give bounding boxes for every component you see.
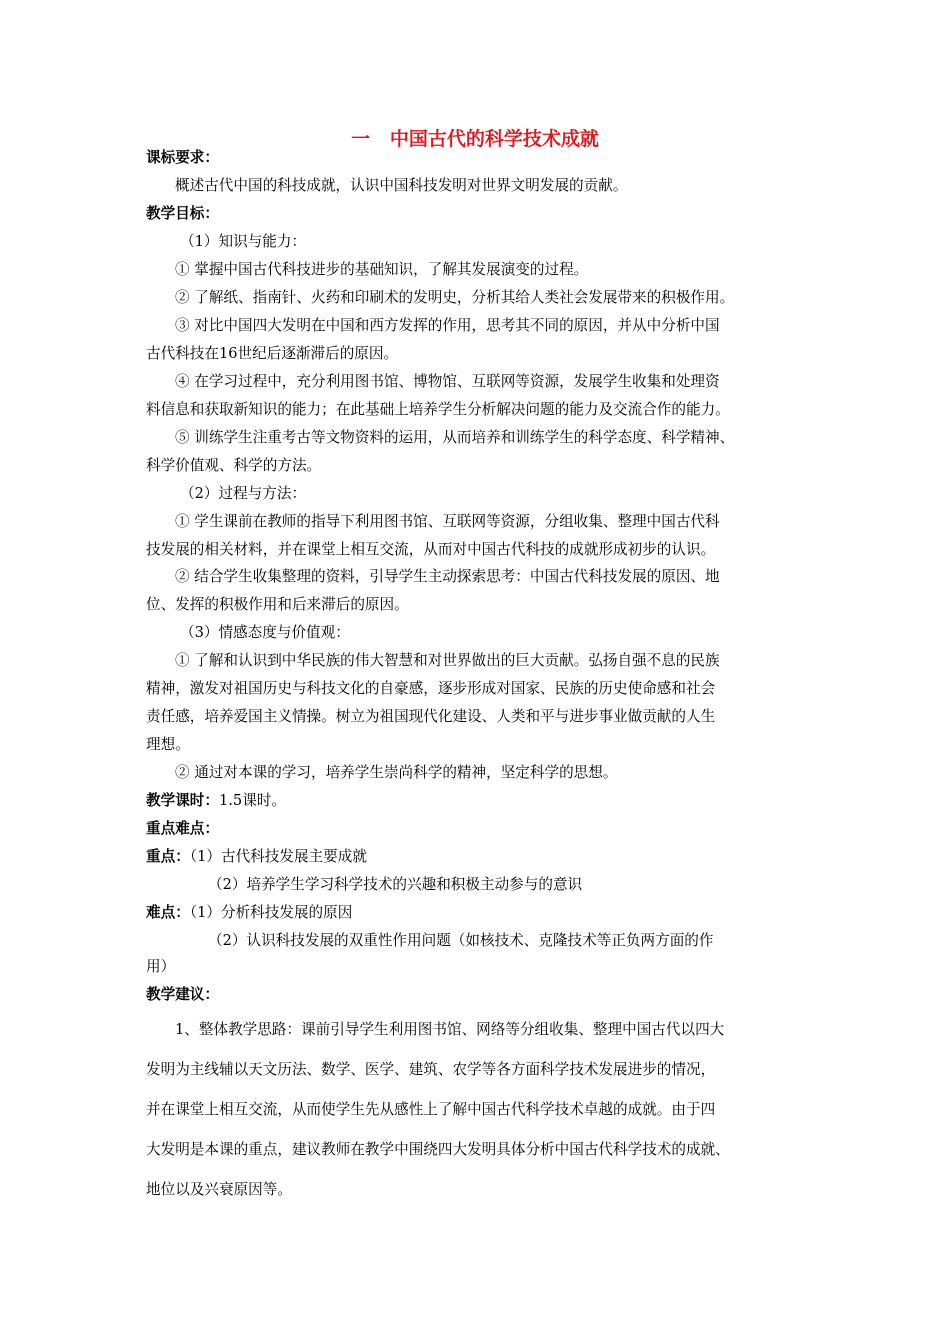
paragraph-line: 位、发挥的积极作用和后来滞后的原因。 xyxy=(146,596,409,613)
difficult-points-line xyxy=(146,903,352,923)
heading-difficult-points: 难点： xyxy=(146,904,190,921)
heading-key-points: 重点： xyxy=(146,848,190,865)
subheading-knowledge: （1）知识与能力： xyxy=(180,233,307,250)
heading-objectives: 教学目标： xyxy=(146,205,219,222)
paragraph-line: 发明为主线辅以天文历法、数学、医学、建筑、农学等各方面科学技术发展进步的情况， xyxy=(146,1061,716,1078)
paragraph-line: ② 结合学生收集整理的资料，引导学生主动探索思考：中国古代科技发展的原因、地 xyxy=(175,568,720,585)
paragraph-line: 理想。 xyxy=(146,736,190,753)
paragraph-line: 精神，激发对祖国历史与科技文化的自豪感，逐步形成对国家、民族的历史使命感和社会 xyxy=(146,680,716,697)
heading-key-difficult: 重点难点： xyxy=(146,820,219,837)
key-point-2: （2）培养学生学习科学技术的兴趣和积极主动参与的意识 xyxy=(208,876,583,893)
paragraph-line: 用） xyxy=(146,958,176,975)
paragraph-line: ① 掌握中国古代科技进步的基础知识，了解其发展演变的过程。 xyxy=(175,261,589,278)
paragraph-line: 技发展的相关材料，并在课堂上相互交流，从而对中国古代科技的成就形成初步的认识。 xyxy=(146,541,716,558)
key-point-1: （1）古代科技发展主要成就 xyxy=(189,848,367,865)
paragraph-line: ① 学生课前在教师的指导下利用图书馆、互联网等资源，分组收集、整理中国古代科 xyxy=(175,513,720,530)
paragraph-line: 科学价值观、科学的方法。 xyxy=(146,457,322,474)
paragraph-line: 责任感，培养爱国主义情操。树立为祖国现代化建设、人类和平与进步事业做贡献的人生 xyxy=(146,708,716,725)
paragraph-line: 大发明是本课的重点，建议教师在教学中围绕四大发明具体分析中国古代科学技术的成就、 xyxy=(146,1141,730,1158)
lesson-hours-line xyxy=(146,791,286,811)
paragraph-line: ④ 在学习过程中，充分利用图书馆、博物馆、互联网等资源，发展学生收集和处理资 xyxy=(175,373,720,390)
key-points-line xyxy=(146,847,367,867)
subheading-process: （2）过程与方法： xyxy=(180,485,307,502)
paragraph-line: 概述古代中国的科技成就，认识中国科技发明对世界文明发展的贡献。 xyxy=(175,177,628,194)
paragraph-line: ① 了解和认识到中华民族的伟大智慧和对世界做出的巨大贡献。弘扬自强不息的民族 xyxy=(175,652,720,669)
difficult-point-1: （1）分析科技发展的原因 xyxy=(189,904,353,921)
heading-suggestions: 教学建议： xyxy=(146,986,219,1003)
paragraph-line: 并在课堂上相互交流，从而使学生先从感性上了解中国古代科学技术卓越的成就。由于四 xyxy=(146,1101,716,1118)
paragraph-line: ② 通过对本课的学习，培养学生崇尚科学的精神，坚定科学的思想。 xyxy=(175,764,618,781)
heading-lesson-hours: 教学课时： xyxy=(146,792,219,809)
subheading-values: （3）情感态度与价值观： xyxy=(180,624,350,641)
paragraph-line: 1、整体教学思路：课前引导学生利用图书馆、网络等分组收集、整理中国古代以四大 xyxy=(175,1021,725,1038)
paragraph-line: 料信息和获取新知识的能力；在此基础上培养学生分析解决问题的能力及交流合作的能力。 xyxy=(146,401,730,418)
page-title: 一 中国古代的科学技术成就 xyxy=(351,128,599,150)
paragraph-line: 古代科技在16世纪后逐渐滞后的原因。 xyxy=(146,345,399,362)
paragraph-line: ③ 对比中国四大发明在中国和西方发挥的作用，思考其不同的原因，并从中分析中国 xyxy=(175,317,720,334)
paragraph-line: 地位以及兴衰原因等。 xyxy=(146,1181,292,1198)
difficult-point-2: （2）认识科技发展的双重性作用问题（如核技术、克隆技术等正负两方面的作 xyxy=(208,932,714,949)
lesson-hours-value: 1.5课时。 xyxy=(218,792,286,809)
heading-curriculum: 课标要求： xyxy=(146,149,219,166)
paragraph-line: ② 了解纸、指南针、火药和印刷术的发明史，分析其给人类社会发展带来的积极作用。 xyxy=(175,289,735,306)
paragraph-line: ⑤ 训练学生注重考古等文物资料的运用，从而培养和训练学生的科学态度、科学精神、 xyxy=(175,429,735,446)
